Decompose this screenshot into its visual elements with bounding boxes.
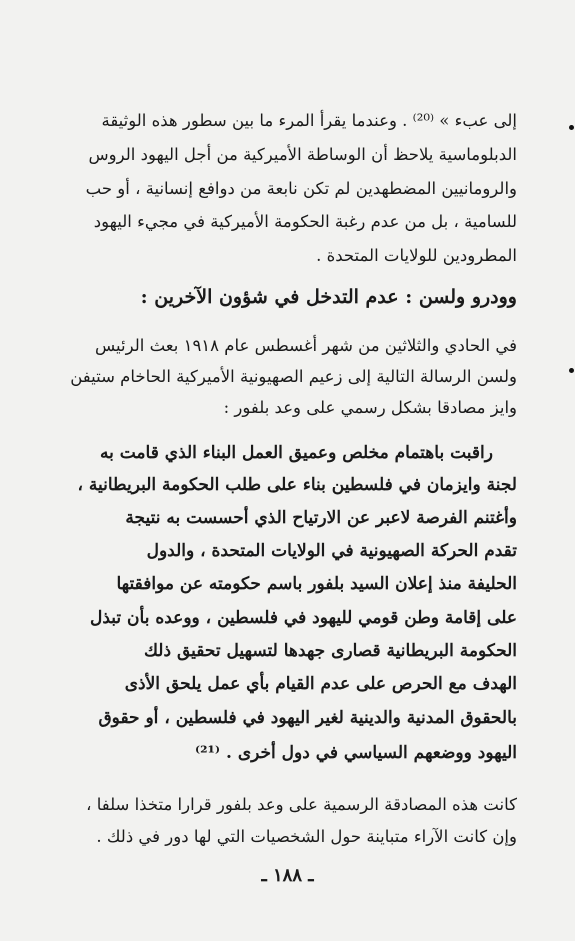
- quote-line: اليهود ووضعهم السياسي في دول أخرى . ⁽²¹⁾: [195, 743, 517, 763]
- paragraph-2-line: وايز مصادقا بشكل رسمي على وعد بلفور :: [223, 398, 517, 417]
- margin-mark: [569, 125, 574, 130]
- paragraph-2-line: ولسن الرسالة التالية إلى زعيم الصهيونية الأميركية الحاخام ستيفن: [70, 367, 517, 386]
- paragraph-2-line: في الحادي والثلاثين من شهر أغسطس عام ١٩١٨ بعث الرئيس: [95, 336, 517, 355]
- quote-line: على إقامة وطن قومي لليهود في فلسطين ، ووعده بأن تبذل: [89, 608, 517, 628]
- quote-line: وأغتنم الفرصة لاعبر عن الارتياح الذي أحسست به نتيجة: [125, 508, 517, 528]
- paragraph-3-line: وإن كانت الآراء متباينة حول الشخصيات التي لها دور في ذلك .: [96, 827, 517, 846]
- margin-mark: [569, 368, 574, 373]
- paragraph-1-line: إلى عبء » ⁽²⁰⁾ . وعندما يقرأ المرء ما بين سطور هذه الوثيقة: [101, 111, 517, 130]
- quote-line: الحليفة منذ إعلان السيد بلفور باسم حكومته عن موافقتها: [116, 574, 517, 594]
- paragraph-1-line: والرومانيين المضطهدين لم تكن نابعة من دوافع إنسانية ، أو حب: [85, 179, 517, 198]
- quote-line: لجنة وايزمان في فلسطين بناء على طلب الحكومة البريطانية ،: [77, 475, 517, 495]
- paragraph-1-line: الدبلوماسية يلاحظ أن الوساطة الأميركية من أجل اليهود الروس: [88, 145, 517, 164]
- quote-line: تقدم الحركة الصهيونية في الولايات المتحدة ، والدول: [146, 541, 517, 561]
- section-heading: وودرو ولسن : عدم التدخل في شؤون الآخرين :: [140, 286, 517, 308]
- quote-line: بالحقوق المدنية والدينية لغير اليهود في فلسطين ، أو حقوق: [98, 708, 517, 728]
- quote-line: الهدف مع الحرص على عدم القيام بأي عمل يلحق الأذى: [124, 674, 517, 694]
- paragraph-1-line: للسامية ، بل من عدم رغبة الحكومة الأميركية في مجيء اليهود: [93, 212, 517, 231]
- quote-line: الحكومة البريطانية قصارى جهدها لتسهيل تحقيق ذلك: [143, 641, 517, 661]
- quote-line: راقبت باهتمام مخلص وعميق العمل البناء الذي قامت به: [99, 443, 493, 463]
- paragraph-1-line: المطرودين للولايات المتحدة .: [316, 246, 517, 265]
- paragraph-3-line: كانت هذه المصادقة الرسمية على وعد بلفور قرارا متخذا سلفا ،: [86, 795, 517, 814]
- page-number: ـ ١٨٨ ـ: [261, 865, 314, 886]
